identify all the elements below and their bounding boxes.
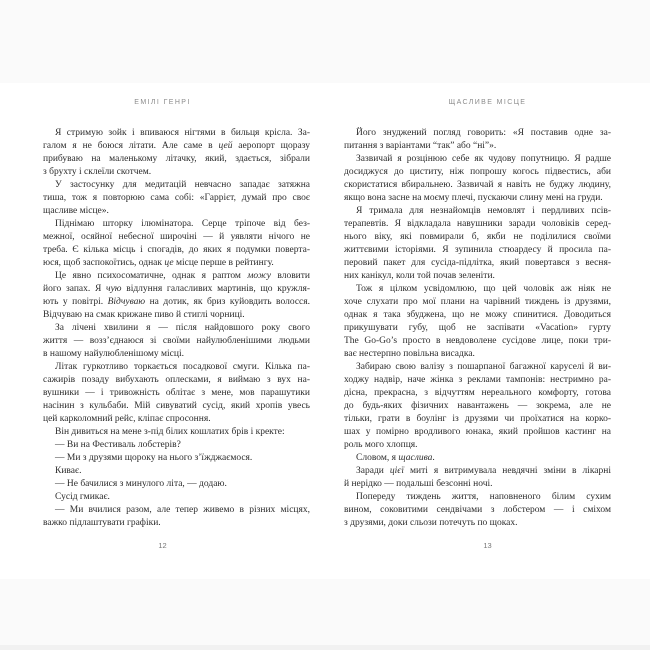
text-line: Його знуджений погляд говорить: «Я поставив одне за- xyxy=(356,128,611,138)
text-line: насінин з кульбаби. Мій сивуватий сусід, який хропів увесь xyxy=(43,401,310,411)
text-line: Словом, я щаслива. xyxy=(356,453,435,463)
text-line: в нашому найулюбленішому місці. xyxy=(43,349,185,359)
text-line: життєвими історіями. Я зупинила стюардесу й просила па- xyxy=(344,245,611,255)
text-line: прибуваю на маленькому літачку, який, здається, зібрали xyxy=(43,154,310,164)
left-page-body-text xyxy=(43,127,310,530)
text-line: Я тримала для незнайомців немовлят і пердливих псів- xyxy=(356,206,611,216)
text-line: The Go-Go’s просто в невдоволене сусідове лице, поки три- xyxy=(344,336,611,346)
text-line: щасливе місце». xyxy=(43,206,109,216)
text-line: галом я не боюся літати. Але саме в цей аеропорт щоразу xyxy=(43,141,310,151)
text-line: Забираю свою валізу з пошарпаної багажної каруселі й ви- xyxy=(356,362,611,372)
text-line: скористатися вбиральнею. Зазвичай я навіть не буджу людину, xyxy=(344,180,611,190)
text-line: — Ми вчилися разом, але тепер живемо в різних місцях, xyxy=(55,505,310,515)
text-line: Тож я цілком усвідомлюю, що цей чоловік аж ніяк не xyxy=(356,284,611,294)
text-line: ють у повітрі. Відчуваю на дотик, як бриз куйовдить волосся. xyxy=(43,297,310,307)
text-line: вушники — і тривожність облітає з мене, мов парашутики xyxy=(43,388,310,398)
right-page-body-text xyxy=(344,127,611,530)
text-line: терапевтів. Я відкладала навушники заради чоловіків серед- xyxy=(344,219,611,229)
page-number-left: 12 xyxy=(158,541,167,550)
text-line: дісна, прекрасна, з відчуттям нереального комфорту, готова xyxy=(344,388,611,398)
text-line: Літак гуркотливо торкається посадкової смуги. Кілька па- xyxy=(55,362,310,372)
text-line: роль мого хлопця. xyxy=(344,440,418,450)
text-line: Це явно психосоматичне, однак я раптом можу вловити xyxy=(55,271,310,281)
text-line: юся, щоб заспокоїтись, однак це місце перше в рейтингу. xyxy=(43,258,274,268)
text-line: Зазвичай я розцінюю себе як чудову попутницю. Я радше xyxy=(356,154,611,164)
text-line: треба. Є кілька місць і спогадів, до яких я подумки поверта- xyxy=(43,245,310,255)
text-line: тиша, тож я повторюю сама собі: «Гаррієт, думай про своє xyxy=(43,193,310,203)
text-line: однак я така збуджена, що не можу спинитися. Доводиться xyxy=(344,310,611,320)
running-head-author: ЕМІЛІ ГЕНРІ xyxy=(134,99,191,106)
text-line: шах у помірно вродливого юнака, який пройшов кастинг на xyxy=(344,427,611,437)
text-line: Заради цієї миті я витримувала невдячні зміни в лікарні xyxy=(356,466,611,476)
text-line: ходжу надвір, наче жінка з реклами тампонів: нестримно ра- xyxy=(344,375,611,385)
text-line: них канікул, коли той почав зеленіти. xyxy=(344,271,495,281)
text-line: — Ми з друзями щороку на нього з’їжджаємося. xyxy=(55,453,253,463)
text-line: прикушувати губу, щоб не заспівати «Vacation» гурту xyxy=(344,323,611,333)
right-page xyxy=(325,83,650,579)
running-head-title: ЩАСЛИВЕ МІСЦЕ xyxy=(448,99,527,106)
text-line: важко підлаштувати графіки. xyxy=(43,518,161,528)
text-line: досиджуся до циститу, ніж попрошу когось підвестись, аби xyxy=(344,167,611,177)
text-line: з друзями, доки сльози потечуть по щоках. xyxy=(344,518,518,528)
text-line: якщо вона засне на моєму плечі, пускаючи слину мені на груди. xyxy=(344,193,603,203)
text-line: питання з варіантами “так” або “ні”». xyxy=(344,141,497,151)
text-line: сажирів позаду вибухають оплесками, я виймаю з вух на- xyxy=(43,375,310,385)
text-line: За лічені хвилини я — після найдовшого року свого xyxy=(55,323,310,333)
text-line: цей карколомний рейс, кліпає спросоння. xyxy=(43,414,211,424)
text-line: хоче слухати про мої плани на чарівний тиждень із друзями, xyxy=(344,297,611,307)
text-line: Відчуваю на смак крижане пиво й стиглі чорниці. xyxy=(43,310,245,320)
text-line: його запах. Я чую відлуння галасливих мартинів, що кружля- xyxy=(43,284,310,294)
text-line: Піднімаю шторку ілюмінатора. Серце тріпоче від без- xyxy=(55,219,310,229)
text-line: Сусід гмикає. xyxy=(55,492,110,502)
page-number-right: 13 xyxy=(483,541,492,550)
bottom-edge-shadow xyxy=(0,645,650,650)
text-line: з брухту і склеїли скотчем. xyxy=(43,167,152,177)
text-line: межної, осяйної небесної широчіні — й уявляти нічого не xyxy=(43,232,310,242)
text-line: нього віку, які повмирали б, якби не поділилися своїми xyxy=(344,232,611,242)
text-line: тільки, грати в боулінг із друзями чи проїхатися на корко- xyxy=(344,414,611,424)
text-line: — Ви на Фестиваль лобстерів? xyxy=(55,440,181,450)
text-line: Він дивиться на мене з-під білих кошлатих брів і кректе: xyxy=(55,427,285,437)
text-line: перовий пакет для сусіда-підлітка, який повертався з весня- xyxy=(344,258,611,268)
text-line: У застосунку для медитацій невчасно западає затяжна xyxy=(55,180,310,190)
text-line: — Не бачилися з минулого літа, — додаю. xyxy=(55,479,227,489)
text-line: ває нестерпно повільна висадка. xyxy=(344,349,475,359)
text-line: життя — возз’єднаюся зі своїми найулюбленішими людьми xyxy=(43,336,310,346)
text-line: й нерідко — подальші безсонні ночі. xyxy=(344,479,493,489)
text-line: Я стримую зойк і впиваюся нігтями в бильця крісла. За- xyxy=(55,128,310,138)
text-line: вином, соковитими сендвічами з лобстером — і сміхом xyxy=(344,505,611,515)
text-line: до будь-яких фізичних навантажень — зокрема, але не xyxy=(344,401,611,411)
text-line: Попереду тиждень життя, наповненого білим сухим xyxy=(356,492,611,502)
text-line: Киває. xyxy=(55,466,82,476)
book-spread xyxy=(0,83,650,579)
left-page xyxy=(0,83,325,579)
